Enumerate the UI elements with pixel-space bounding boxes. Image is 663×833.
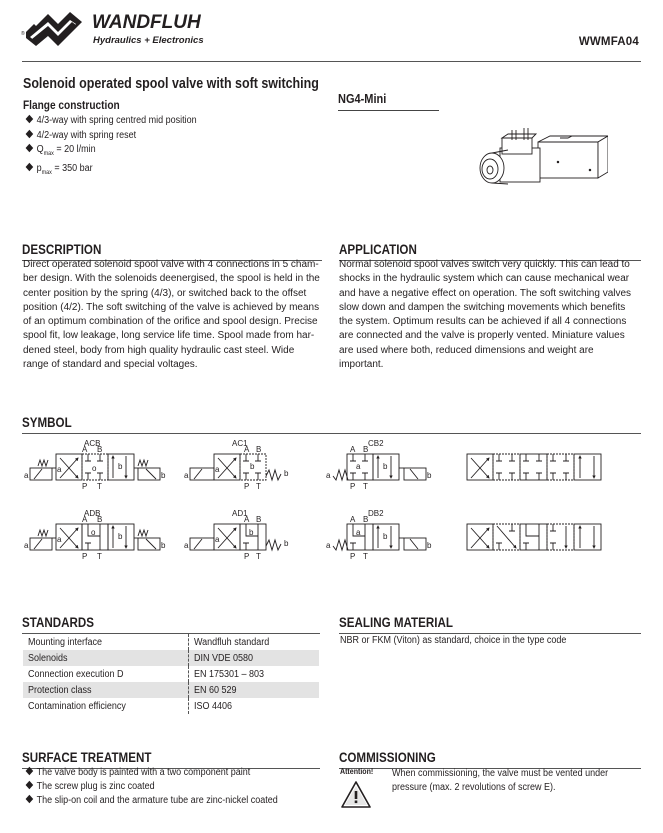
sealing-text: NBR or FKM (Viton) as standard, choice in the type code	[340, 635, 567, 646]
svg-text:a: a	[356, 462, 361, 471]
svg-text:B: B	[97, 445, 103, 454]
symbol-label-ac1: AC1	[232, 439, 248, 448]
surface-list	[24, 766, 306, 808]
svg-text:B: B	[256, 445, 262, 454]
svg-text:a: a	[57, 465, 62, 474]
svg-text:P: P	[82, 552, 88, 561]
svg-text:A: A	[82, 515, 88, 524]
svg-text:A: A	[350, 445, 356, 454]
standards-value: DIN VDE 0580	[188, 650, 319, 666]
bullet-diamond-icon	[26, 162, 34, 170]
svg-text:A: A	[350, 515, 356, 524]
symbol-label-adb: ADB	[84, 509, 101, 518]
svg-text:a: a	[215, 535, 220, 544]
brand-tagline: Hydraulics + Electronics	[93, 35, 204, 46]
symbol-db2	[333, 524, 426, 550]
svg-text:b: b	[427, 471, 432, 480]
svg-text:A: A	[82, 445, 88, 454]
svg-text:B: B	[363, 445, 369, 454]
svg-text:a: a	[184, 541, 189, 550]
feature-item: 4/3-way with spring centred mid position	[24, 114, 197, 129]
bullet-diamond-icon	[26, 144, 34, 152]
svg-text:a: a	[326, 541, 331, 550]
svg-text:P: P	[244, 552, 250, 561]
svg-text:P: P	[350, 552, 356, 561]
svg-text:b: b	[118, 532, 123, 541]
symbol-label-acb: ACB	[84, 439, 101, 448]
symbol-heading: SYMBOL	[22, 414, 641, 434]
table-row	[23, 650, 319, 666]
wandfluh-logo	[20, 10, 230, 52]
svg-text:B: B	[363, 515, 369, 524]
surface-heading: SURFACE TREATMENT	[22, 749, 320, 769]
symbol-label-db2: DB2	[368, 509, 384, 518]
registered-mark: ®	[21, 31, 25, 37]
svg-text:o: o	[91, 528, 96, 537]
svg-text:b: b	[161, 541, 166, 550]
feature-item: $Q_{max} = 20$ l/min	[24, 143, 197, 162]
table-row	[23, 682, 319, 698]
surface-item: The slip-on coil and the armature tube are zinc-nickel coated	[24, 794, 278, 808]
page-subtitle: Flange construction	[23, 100, 120, 112]
svg-text:T: T	[256, 482, 261, 491]
svg-text:T: T	[363, 482, 368, 491]
commissioning-text: When commissioning, the valve must be vented under pressure (max. 2 revolutions of screw E).	[392, 768, 609, 793]
standards-value: Wandfluh standard	[188, 634, 319, 650]
standards-label: Contamination efficiency	[28, 700, 126, 712]
svg-text:a: a	[215, 465, 220, 474]
feature-item: $p_{max} = 350$ bar	[24, 162, 197, 181]
standards-label: Protection class	[23, 682, 188, 698]
standards-value: EN 60 529	[188, 682, 319, 698]
standards-table	[23, 634, 319, 714]
svg-text:P: P	[350, 482, 356, 491]
warning-icon	[341, 781, 371, 808]
feature-item: 4/2-way with spring reset	[24, 129, 197, 144]
svg-text:A: A	[244, 445, 250, 454]
svg-text:b: b	[161, 471, 166, 480]
application-text: Normal solenoid spool valves switch very quickly. This can lead to shocks in the hydraulic system which can cause mechanical wear and have a negative effect on operation. The soft switching valves slow down and dampen the switching movements which benefits the system. Optimum results can be achieved if all 4 connections are connected and the valve is properly vented. Miniature values are used where both, reduced dimensions and weight are important.	[339, 259, 632, 371]
bullet-diamond-icon	[26, 767, 34, 775]
symbol-spool-overview-2	[467, 524, 601, 550]
symbol-cb2	[333, 454, 426, 480]
svg-text:b: b	[284, 539, 289, 548]
symbol-ad1	[190, 524, 281, 550]
application-heading: APPLICATION	[339, 241, 641, 261]
header-divider	[22, 61, 641, 62]
symbol-ac1	[190, 454, 281, 480]
bullet-diamond-icon	[26, 115, 34, 123]
svg-text:a: a	[24, 471, 29, 480]
svg-text:B: B	[97, 515, 103, 524]
table-row	[23, 634, 319, 650]
page-title: Solenoid operated spool valve with soft switching	[23, 76, 319, 92]
description-heading: DESCRIPTION	[22, 241, 322, 261]
svg-text:b: b	[249, 528, 254, 537]
bullet-diamond-icon	[26, 781, 34, 789]
svg-text:a: a	[24, 541, 29, 550]
surface-item: The valve body is painted with a two component paint	[24, 766, 278, 780]
commissioning-heading: COMMISSIONING	[339, 749, 641, 769]
standards-value: ISO 4406	[188, 698, 319, 714]
description-text: Direct operated solenoid spool valve with 4 connections in 5 cham- ber design. With the solenoids deenergised, the spool is held in the center position by the spring (4/3), or switched back to the offset position (4/2). The soft switching of the valve is achieved by means of an optimum combination of the orifice and spool design. Precise spool fit, low leakage, long service life time. Spool made from har- dened steel, body from high quality hydraulic cast steel. Wide range of standard and special voltages.	[23, 259, 320, 371]
sealing-heading: SEALING MATERIAL	[339, 614, 641, 634]
surface-item: The screw plug is zinc coated	[24, 780, 278, 794]
svg-text:P: P	[244, 482, 250, 491]
svg-text:T: T	[97, 552, 102, 561]
bullet-diamond-icon	[26, 795, 34, 803]
attention-label: Attention!	[340, 767, 374, 776]
svg-text:o: o	[92, 464, 97, 473]
standards-value: EN 175301 – 803	[188, 666, 319, 682]
svg-text:T: T	[97, 482, 102, 491]
svg-text:B: B	[256, 515, 262, 524]
bullet-diamond-icon	[26, 129, 34, 137]
svg-text:b: b	[383, 462, 388, 471]
standards-label: Solenoids	[23, 650, 188, 666]
svg-text:b: b	[383, 532, 388, 541]
table-row	[23, 666, 319, 682]
svg-text:a: a	[184, 471, 189, 480]
svg-text:b: b	[118, 462, 123, 471]
svg-text:b: b	[284, 469, 289, 478]
symbol-label-cb2: CB2	[368, 439, 384, 448]
standards-label: Connection execution D	[28, 668, 124, 680]
size-label: NG4-Mini	[338, 90, 439, 111]
symbol-spool-overview-1	[467, 454, 601, 480]
symbol-label-ad1: AD1	[232, 509, 248, 518]
svg-text:b: b	[250, 462, 255, 471]
hydraulic-symbols	[0, 432, 663, 572]
svg-text:a: a	[356, 528, 361, 537]
svg-text:P: P	[82, 482, 88, 491]
svg-text:a: a	[57, 535, 62, 544]
svg-text:b: b	[427, 541, 432, 550]
svg-text:A: A	[244, 515, 250, 524]
feature-list	[24, 114, 216, 180]
svg-text:T: T	[363, 552, 368, 561]
svg-text:a: a	[326, 471, 331, 480]
svg-text:T: T	[256, 552, 261, 561]
document-code: WWMFA04	[578, 36, 639, 48]
brand-name: WANDFLUH	[92, 12, 201, 33]
standards-heading: STANDARDS	[22, 614, 320, 634]
valve-illustration	[478, 128, 608, 190]
table-row	[23, 698, 319, 714]
standards-label: Mounting interface	[28, 636, 103, 648]
